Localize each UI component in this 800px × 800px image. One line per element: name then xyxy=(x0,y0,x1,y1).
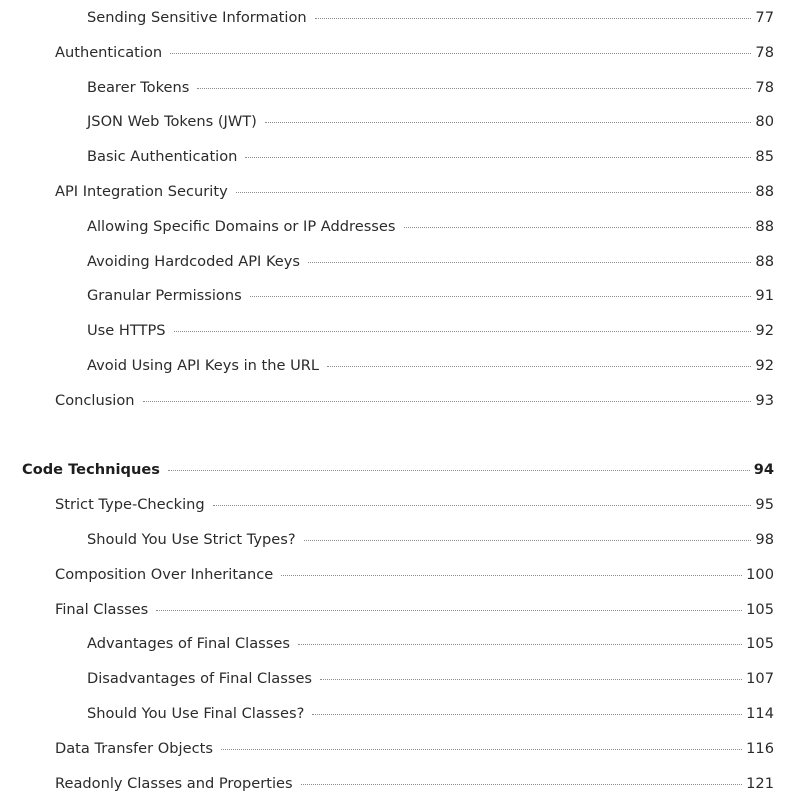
toc-entry-page-number: 88 xyxy=(755,217,774,235)
dot-leader xyxy=(250,295,752,297)
toc-entry-title: Authentication xyxy=(55,43,163,61)
toc-entry[interactable] xyxy=(87,215,774,239)
toc-entry-title: Use HTTPS xyxy=(87,322,166,340)
toc-entry[interactable] xyxy=(55,737,774,761)
toc-entry-title: API Integration Security xyxy=(55,183,228,200)
toc-entry-page-number: 85 xyxy=(755,148,774,166)
toc-entry[interactable] xyxy=(87,354,774,378)
toc-entry[interactable] xyxy=(87,250,774,274)
dot-leader xyxy=(213,504,752,506)
dot-leader xyxy=(301,783,743,785)
toc-entry[interactable] xyxy=(55,772,774,796)
toc-entry-title: Code Techniques xyxy=(22,461,160,479)
toc-entry[interactable] xyxy=(55,563,774,587)
toc-entry[interactable] xyxy=(87,319,774,343)
toc-entry[interactable] xyxy=(87,667,774,691)
toc-entry-page-number: 107 xyxy=(746,670,774,688)
dot-leader xyxy=(298,643,742,645)
toc-entry-title: Conclusion xyxy=(55,391,135,409)
toc-entry-title: Avoiding Hardcoded API Keys xyxy=(87,252,301,270)
dot-leader xyxy=(327,365,751,367)
toc-entry-title: Strict Type-Checking xyxy=(55,496,205,514)
toc-entry[interactable] xyxy=(87,6,774,30)
dot-leader xyxy=(174,330,752,332)
toc-entry-page-number: 98 xyxy=(755,531,774,548)
toc-entry[interactable] xyxy=(55,41,774,65)
dot-leader xyxy=(404,226,752,228)
dot-leader xyxy=(320,678,742,680)
toc-entry-page-number: 88 xyxy=(755,183,774,200)
toc-entry-title: Avoid Using API Keys in the URL xyxy=(87,357,320,374)
toc-entry[interactable] xyxy=(87,145,774,169)
dot-leader xyxy=(236,191,752,193)
toc-entry-title: Sending Sensitive Information xyxy=(87,9,307,26)
toc-entry[interactable] xyxy=(55,493,774,517)
toc-entry-title: Granular Permissions xyxy=(87,287,242,305)
toc-entry-page-number: 105 xyxy=(746,600,774,618)
toc-entry[interactable] xyxy=(87,632,774,656)
toc-entry[interactable] xyxy=(87,702,774,726)
toc-entry-title: Advantages of Final Classes xyxy=(87,635,290,653)
dot-leader xyxy=(315,17,752,19)
toc-entry-page-number: 95 xyxy=(755,496,774,514)
toc-entry-title: Disadvantages of Final Classes xyxy=(87,670,313,688)
dot-leader xyxy=(245,156,751,158)
dot-leader xyxy=(281,574,742,576)
toc-entry-page-number: 91 xyxy=(755,287,774,305)
toc-entry-page-number: 121 xyxy=(746,774,774,792)
toc-entry-page-number: 93 xyxy=(755,391,774,409)
toc-entry[interactable] xyxy=(87,284,774,308)
toc-entry-page-number: 88 xyxy=(755,252,774,270)
toc-entry-page-number: 114 xyxy=(746,705,774,722)
dot-leader xyxy=(197,87,751,89)
toc-entry-title: Allowing Specific Domains or IP Addresses xyxy=(87,217,396,235)
toc-entry-page-number: 78 xyxy=(755,78,774,96)
toc-entry-page-number: 105 xyxy=(746,635,774,653)
toc-entry-title: JSON Web Tokens (JWT) xyxy=(87,113,257,131)
dot-leader xyxy=(304,539,752,541)
dot-leader xyxy=(156,609,742,611)
toc-entry[interactable] xyxy=(55,389,774,413)
toc-chapter-entry[interactable] xyxy=(22,458,774,482)
dot-leader xyxy=(143,400,752,402)
dot-leader xyxy=(312,713,742,715)
toc-entry-title: Bearer Tokens xyxy=(87,78,190,96)
dot-leader xyxy=(168,469,750,471)
dot-leader xyxy=(221,748,742,750)
toc-entry-title: Readonly Classes and Properties xyxy=(55,774,293,792)
toc-entry-title: Should You Use Final Classes? xyxy=(87,705,305,722)
toc-entry-title: Final Classes xyxy=(55,600,149,618)
toc-entry-title: Basic Authentication xyxy=(87,148,238,166)
toc-entry-page-number: 80 xyxy=(755,113,774,131)
toc-entry-page-number: 116 xyxy=(746,739,774,757)
dot-leader xyxy=(265,121,752,123)
toc-entry[interactable] xyxy=(87,528,774,552)
toc-entry-title: Should You Use Strict Types? xyxy=(87,531,296,548)
dot-leader xyxy=(308,261,751,263)
toc-entry-page-number: 100 xyxy=(746,565,774,583)
toc-entry-page-number: 77 xyxy=(755,9,774,26)
toc-entry-page-number: 78 xyxy=(755,43,774,61)
toc-entry[interactable] xyxy=(55,598,774,622)
dot-leader xyxy=(170,52,751,54)
toc-entry-page-number: 92 xyxy=(755,322,774,340)
toc-entry-page-number: 94 xyxy=(753,461,774,479)
toc-entry-title: Data Transfer Objects xyxy=(55,739,213,757)
toc-entry[interactable] xyxy=(87,76,774,100)
toc-entry-title: Composition Over Inheritance xyxy=(55,565,274,583)
toc-entry[interactable] xyxy=(87,110,774,134)
toc-entry-page-number: 92 xyxy=(755,357,774,374)
toc-entry[interactable] xyxy=(55,180,774,204)
